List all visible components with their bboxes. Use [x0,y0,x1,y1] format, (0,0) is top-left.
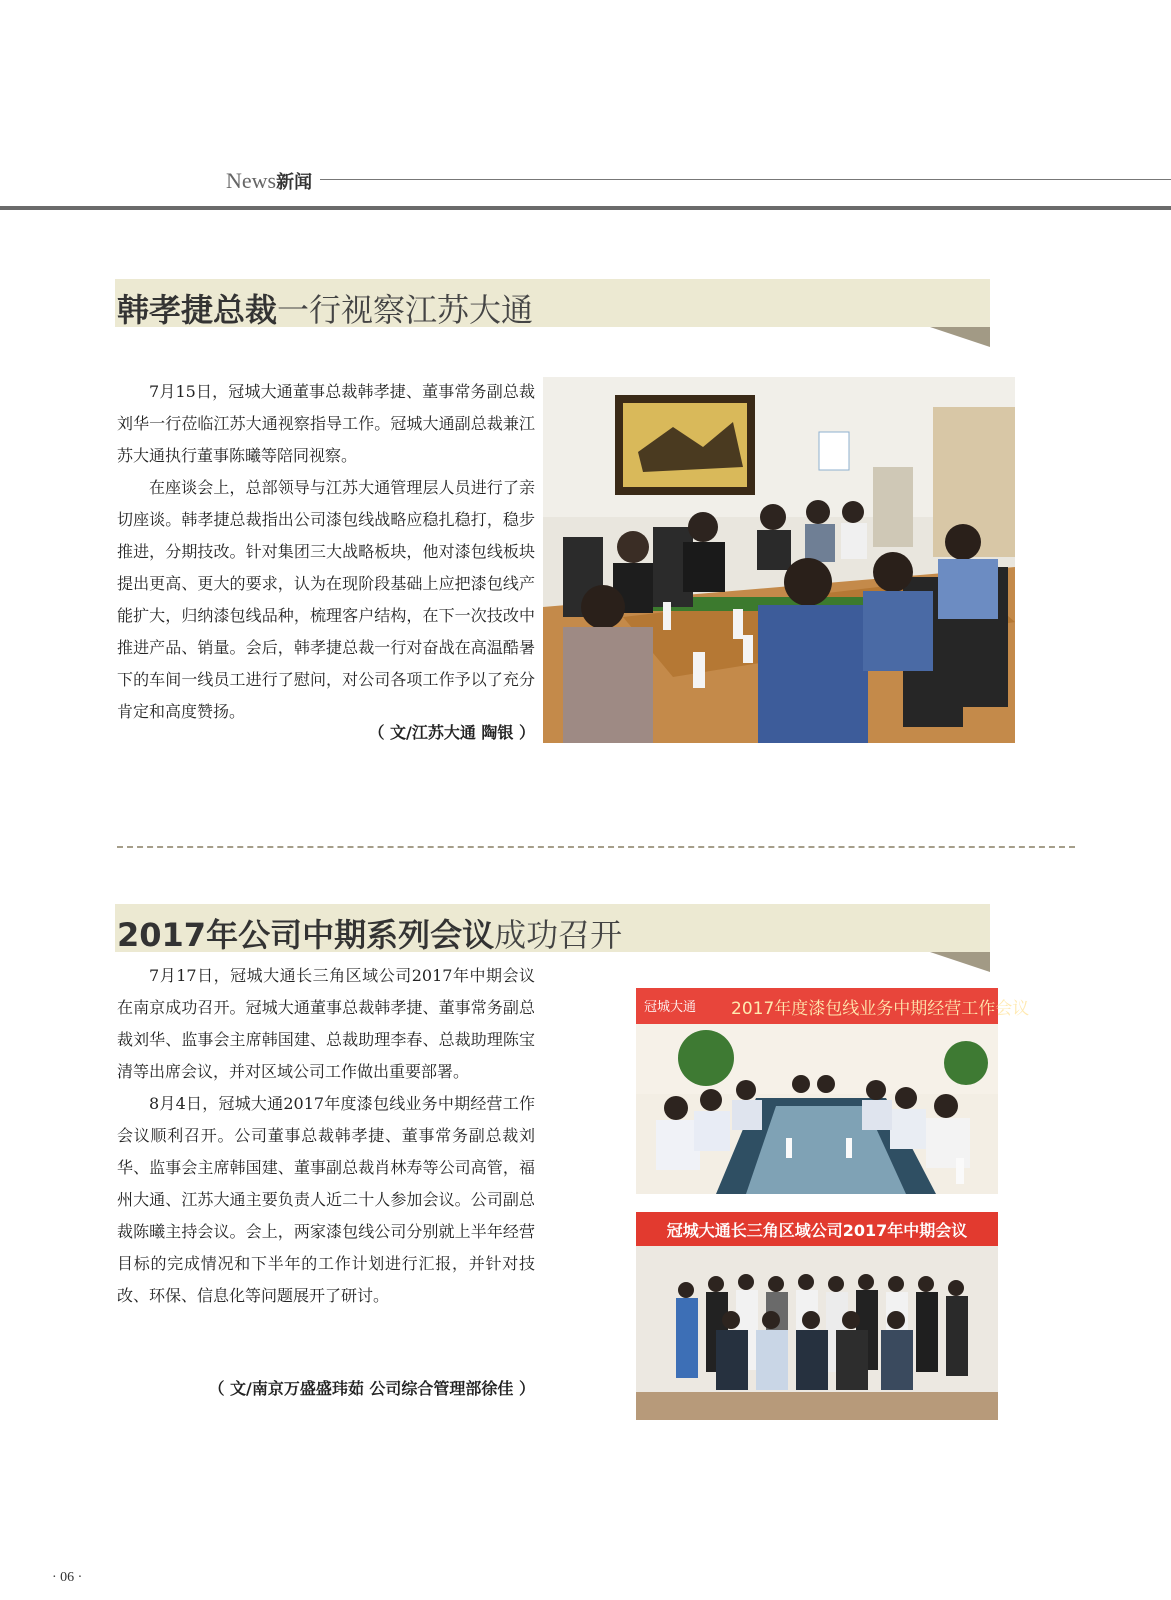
article2-paragraph: 8月4日，冠城大通2017年度漆包线业务中期经营工作会议顺利召开。公司董事总裁韩孝捷、董事常务副总裁刘华、监事会主席韩国建、董事副总裁肖林寿等公司高管，福州大通、江苏大通主要负责人近二十人参加会议。公司副总裁陈曦主持会议。会上，两家漆包线公司分别就上半年经营目标的完成情况和下半年的工作计划进行汇报，并针对技改、环保、信息化等问题展开了研讨。 [117,1094,535,1305]
article1-body [117,376,535,728]
meeting-photo-2 [636,988,1030,1194]
article1-byline: （ 文/江苏大通 陶银 ） [368,723,535,742]
company-logo: 冠城大通 [644,1000,697,1015]
article2-title-rest: 成功召开 [494,916,623,954]
photo2-banner-text: 2017年度漆包线业务中期经营工作会议 [731,999,1030,1019]
group-photo [636,1212,998,1420]
article2-title-banner [115,904,990,952]
section-label-zh: 新闻 [276,172,313,193]
meeting-photo-1 [543,377,1015,743]
photo2-banner [636,988,1030,1024]
article2-body [117,960,535,1312]
page-number: · 06 · [52,1570,83,1585]
article1-title-rest: 一行视察江苏大通 [277,291,534,329]
section-label-en: News [226,168,277,193]
article2-title [117,910,622,956]
article1-title-bold: 韩孝捷总裁 [117,291,278,329]
header-rule [320,179,1171,180]
article2-title-bold: 2017年公司中期系列会议 [117,916,495,954]
meeting-room-image [543,377,1015,743]
section-divider [117,846,1075,848]
article2-paragraph: 7月17日，冠城大通长三角区域公司2017年中期会议在南京成功召开。冠城大通董事总裁韩孝捷、董事常务副总裁刘华、监事会主席韩国建、总裁助理李春、总裁助理陈宝清等出席会议，并对区域公司工作做出重要部署。 [117,966,535,1081]
header-bar [0,206,1171,210]
photo3-banner [636,1212,998,1246]
article1-paragraph: 在座谈会上，总部领导与江苏大通管理层人员进行了亲切座谈。韩孝捷总裁指出公司漆包线战略应稳扎稳打，稳步推进，分期技改。针对集团三大战略板块，他对漆包线板块提出更高、更大的要求，认为在现阶段基础上应把漆包线产能扩大，归纳漆包线品种，梳理客户结构，在下一次技改中推进产品、销量。会后，韩孝捷总裁一行对奋战在高温酷暑下的车间一线员工进行了慰问，对公司各项工作予以了充分肯定和高度赞扬。 [117,478,535,721]
photo3-banner-text: 冠城大通长三角区域公司2017年中期会议 [666,1221,968,1240]
article1-paragraph: 7月15日，冠城大通董事总裁韩孝捷、董事常务副总裁刘华一行莅临江苏大通视察指导工作。冠城大通副总裁兼江苏大通执行董事陈曦等陪同视察。 [117,382,535,465]
article2-byline: （ 文/南京万盛盛玮茹 公司综合管理部徐佳 ） [208,1379,535,1398]
article1-title [117,285,533,331]
section-header [226,168,312,194]
article1-title-banner [115,279,990,327]
